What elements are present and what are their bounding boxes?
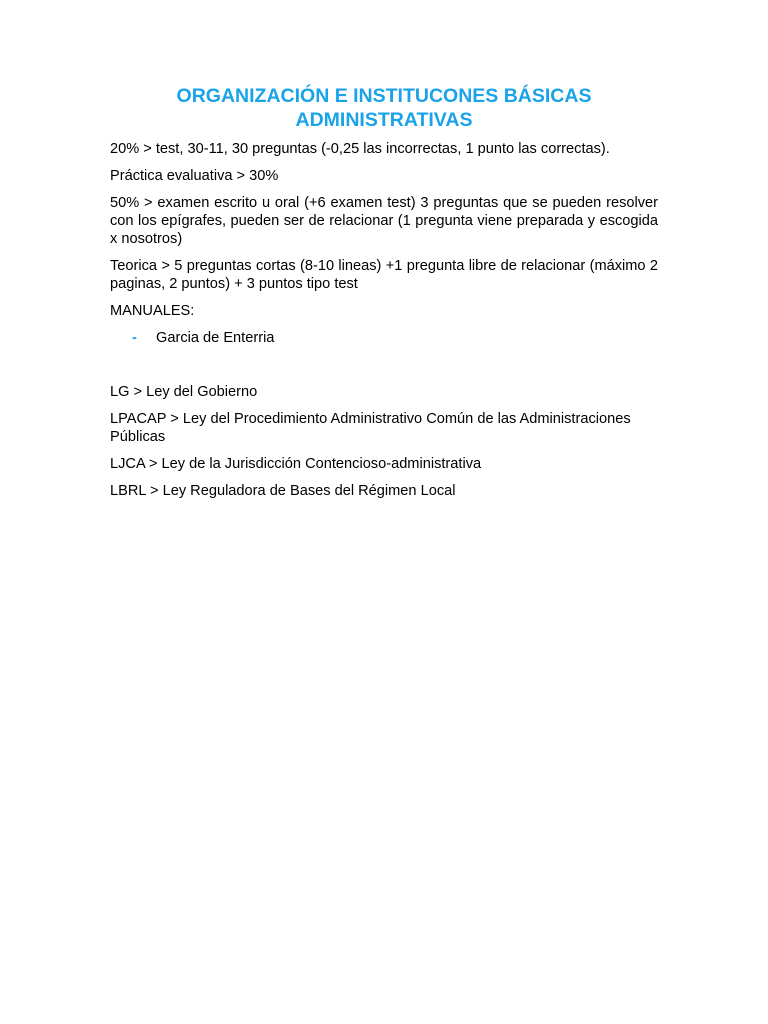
law-lbrl: LBRL > Ley Reguladora de Bases del Régimen Local	[110, 483, 456, 499]
paragraph-practica: Práctica evaluativa > 30%	[110, 168, 279, 184]
paragraph-examen: 50% > examen escrito u oral (+6 examen test) 3 preguntas que se pueden resolver con los epígrafes, pueden ser de relacionar (1 pregunta viene preparada y escogida x nosotros)	[110, 195, 658, 247]
paragraph-test-grading: 20% > test, 30-11, 30 preguntas (-0,25 las incorrectas, 1 punto las correctas).	[110, 141, 610, 157]
title-line-1: ORGANIZACIÓN E INSTITUCONES BÁSICAS	[176, 85, 592, 107]
spacer	[110, 356, 658, 383]
manuales-list	[110, 329, 658, 347]
title-line-2: ADMINISTRATIVAS	[295, 109, 473, 131]
document-title	[110, 84, 658, 132]
list-item-text: Garcia de Enterria	[156, 330, 275, 346]
law-ljca: LJCA > Ley de la Jurisdicción Contencioso-administrativa	[110, 456, 482, 472]
paragraph-teorica: Teorica > 5 preguntas cortas (8-10 lineas) +1 pregunta libre de relacionar (máximo 2 paginas, 2 puntos) + 3 puntos tipo test	[110, 258, 658, 292]
list-item	[110, 329, 658, 347]
dash-bullet-icon: -	[132, 330, 137, 346]
law-lg: LG > Ley del Gobierno	[110, 384, 258, 400]
document-page	[110, 84, 658, 509]
paragraph-manuales-heading: MANUALES:	[110, 303, 195, 319]
law-lpacap: LPACAP > Ley del Procedimiento Administrativo Común de las Administraciones Públicas	[110, 411, 631, 445]
